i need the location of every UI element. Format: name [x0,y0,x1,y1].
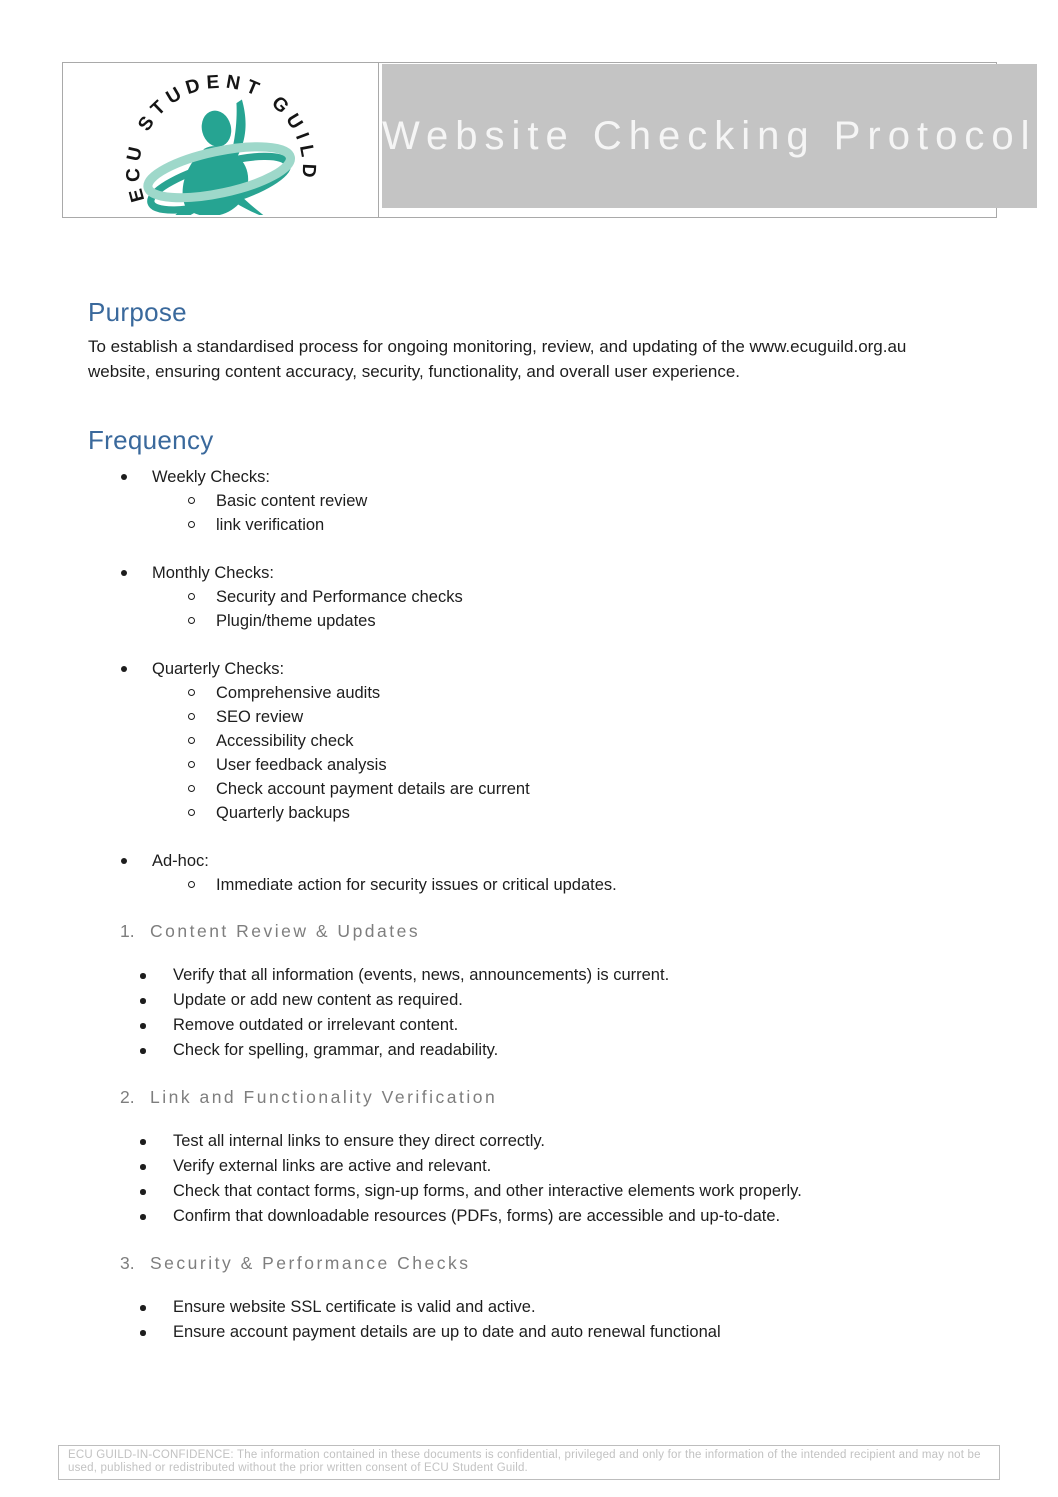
section-bullet-list [88,963,960,1063]
list-item [88,1179,960,1204]
list-item [88,609,960,633]
bullet-icon [140,1214,146,1220]
list-item-label: Plugin/theme updates [216,612,376,630]
list-item [88,561,960,585]
bullet-icon [140,1305,146,1311]
circle-bullet-icon [188,737,195,744]
logo-arc-text: ECU STUDENT GUILD [122,71,319,205]
list-item [88,657,960,681]
list-item-label: Quarterly Checks: [152,660,285,678]
bullet-icon [140,1139,146,1145]
list-item [88,465,960,489]
list-item-label: User feedback analysis [216,756,387,774]
frequency-list [88,465,960,897]
section-number: 1. [120,921,135,941]
list-item-label: Test all internal links to ensure they direct correctly. [173,1132,546,1150]
list-item-label: Remove outdated or irrelevant content. [173,1016,459,1034]
document-header [62,62,1037,218]
section-bullet-list [88,1295,960,1345]
list-item-label: Accessibility check [216,732,354,750]
section-number: 3. [120,1253,135,1273]
list-item-label: Monthly Checks: [152,564,274,582]
bullet-icon [140,1048,146,1054]
bullet-icon [121,474,127,480]
list-item [88,1013,960,1038]
circle-bullet-icon [188,521,195,528]
section-bullet-list [88,1129,960,1229]
list-item-label: Basic content review [216,492,368,510]
section-link-verification [88,1085,960,1229]
list-item-label: Ad-hoc: [152,852,209,870]
list-item [88,963,960,988]
section-security-performance [88,1251,960,1345]
circle-bullet-icon [188,689,195,696]
title-banner [382,64,1037,208]
circle-bullet-icon [188,617,195,624]
section-title: Content Review & Updates [150,921,421,941]
list-item-label: Check account payment details are current [216,780,530,798]
section-heading [88,919,960,943]
list-item-label: Quarterly backups [216,804,350,822]
document-body [88,298,960,1345]
list-item-label: link verification [216,516,325,534]
list-item-label: Verify external links are active and relevant. [173,1157,492,1175]
list-item [88,1295,960,1320]
list-item-label: Ensure website SSL certificate is valid and active. [173,1298,536,1316]
list-item [88,585,960,609]
list-item [88,1320,960,1345]
circle-bullet-icon [188,593,195,600]
list-item [88,873,960,897]
list-item-label: Verify that all information (events, news, announcements) is current. [173,966,670,984]
frequency-group-quarterly [88,657,960,825]
frequency-heading: Frequency [88,425,214,455]
list-item [88,801,960,825]
list-item [88,705,960,729]
list-item [88,729,960,753]
list-item-label: Ensure account payment details are up to date and auto renewal functional [173,1323,721,1341]
section-content-review [88,919,960,1063]
list-item [88,1129,960,1154]
list-item-label: Comprehensive audits [216,684,381,702]
bullet-icon [140,1330,146,1336]
bullet-icon [121,858,127,864]
section-heading [88,1085,960,1109]
list-item-label: Check that contact forms, sign-up forms, and other interactive elements work properly. [173,1182,802,1200]
list-item-label: Update or add new content as required. [173,991,463,1009]
ecu-student-guild-logo-icon [117,65,325,215]
confidentiality-text: ECU GUILD-IN-CONFIDENCE: The information contained in these documents is confidential, privileged and only for the information of the intended recipient and may not be used, published or redistributed without the prior written consent of ECU Student Guild. [68,1449,981,1474]
section-number: 2. [120,1087,135,1107]
circle-bullet-icon [188,761,195,768]
list-item-label: Weekly Checks: [152,468,270,486]
circle-bullet-icon [188,497,195,504]
purpose-heading: Purpose [88,297,187,327]
list-item [88,513,960,537]
list-item-label: Immediate action for security issues or critical updates. [216,876,617,894]
list-item-label: Security and Performance checks [216,588,463,606]
circle-bullet-icon [188,785,195,792]
section-title: Link and Functionality Verification [150,1087,498,1107]
list-item [88,681,960,705]
list-item [88,988,960,1013]
list-item [88,1154,960,1179]
confidentiality-footer [58,1445,1000,1480]
section-heading [88,1251,960,1275]
frequency-group-weekly [88,465,960,537]
bullet-icon [140,973,146,979]
list-item [88,753,960,777]
frequency-group-monthly [88,561,960,633]
circle-bullet-icon [188,881,195,888]
list-item [88,1204,960,1229]
logo-cell [63,63,379,217]
list-item [88,489,960,513]
bullet-icon [121,666,127,672]
bullet-icon [140,1164,146,1170]
circle-bullet-icon [188,713,195,720]
list-item [88,849,960,873]
document-title: Website Checking Protocol [382,113,1037,158]
circle-bullet-icon [188,809,195,816]
bullet-icon [140,1189,146,1195]
bullet-icon [140,1023,146,1029]
section-title: Security & Performance Checks [150,1253,471,1273]
bullet-icon [140,998,146,1004]
frequency-group-adhoc [88,849,960,897]
list-item-label: Confirm that downloadable resources (PDFs, forms) are accessible and up-to-date. [173,1207,781,1225]
bullet-icon [121,570,127,576]
list-item-label: SEO review [216,708,304,726]
list-item [88,1038,960,1063]
list-item-label: Check for spelling, grammar, and readability. [173,1041,499,1059]
list-item [88,777,960,801]
purpose-paragraph: To establish a standardised process for ongoing monitoring, review, and updating of the www.ecuguild.org.au website, ensuring content accuracy, security, functionality, and overall user experience. [88,337,907,381]
